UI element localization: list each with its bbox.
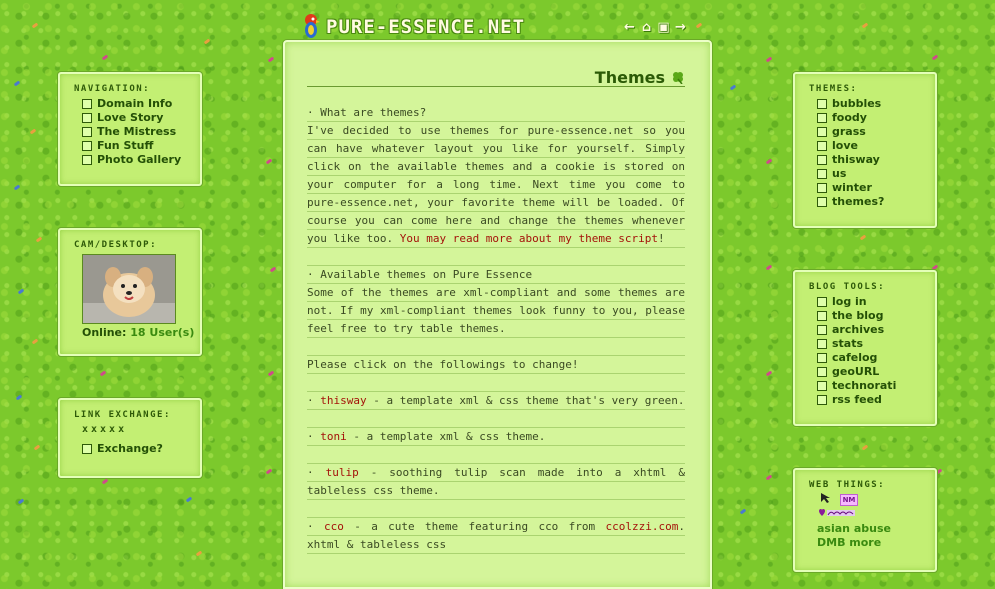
tool-link[interactable]: cafelog [832, 351, 878, 364]
theme-item-us[interactable] [817, 167, 884, 181]
tool-item-technorati[interactable] [817, 379, 896, 393]
theme-item-grass[interactable] [817, 125, 884, 139]
exchange-item[interactable] [82, 442, 163, 456]
nm-badge[interactable]: NM [840, 494, 858, 506]
tool-item-stats[interactable] [817, 337, 896, 351]
tool-item-log-in[interactable] [817, 295, 896, 309]
blog-tools-box [793, 270, 937, 426]
nav-link[interactable]: Domain Info [97, 97, 173, 110]
theme-link-tulip[interactable]: tulip [325, 466, 359, 479]
blog-tools-list [817, 295, 896, 407]
intro-end: ! [658, 232, 665, 245]
themes-box [793, 72, 937, 228]
theme-item-foody[interactable] [817, 111, 884, 125]
theme-link[interactable]: bubbles [832, 97, 882, 110]
online-status [82, 326, 194, 339]
theme-entry-toni: · toni - a template xml & css theme. [307, 430, 546, 443]
nav-item-domain-info[interactable] [82, 97, 181, 111]
checkbox-icon [817, 311, 827, 321]
checkbox-icon [817, 113, 827, 123]
checkbox-icon [82, 113, 92, 123]
theme-link-toni[interactable]: toni [320, 430, 347, 443]
tool-link[interactable]: technorati [832, 379, 897, 392]
checkbox-icon [817, 325, 827, 335]
nav-item-the-mistress[interactable] [82, 125, 181, 139]
navigation-title: NAVIGATION: [74, 84, 151, 94]
nav-item-photo-gallery[interactable] [82, 153, 181, 167]
link-exchange-title: LINK EXCHANGE: [74, 410, 171, 420]
online-count: 18 User(s) [130, 326, 195, 339]
tool-link[interactable]: stats [832, 337, 864, 350]
theme-link[interactable]: us [832, 167, 847, 180]
site-logo-text[interactable]: PURE-ESSENCE.NET [326, 16, 526, 38]
page-title: Themes [594, 68, 665, 87]
dmb-more-link[interactable]: DMB more [817, 536, 882, 549]
online-label: Online: [82, 326, 127, 339]
link-exchange-list [82, 442, 163, 456]
checkbox-icon [82, 155, 92, 165]
cam-desktop-box [58, 228, 202, 356]
theme-link[interactable]: thisway [832, 153, 880, 166]
checkbox-icon [817, 367, 827, 377]
page-title-bar [307, 68, 685, 87]
tool-link[interactable]: geoURL [832, 365, 880, 378]
dog-photo[interactable] [82, 254, 176, 324]
checkbox-icon [817, 339, 827, 349]
nav-link[interactable]: The Mistress [97, 125, 177, 138]
themes-list [817, 97, 884, 209]
arrow-right-icon[interactable]: → [675, 20, 686, 35]
paragraph-instruction: Please click on the followings to change! [307, 358, 579, 371]
spacer [307, 248, 685, 266]
checkbox-icon [817, 127, 827, 137]
tool-item-rss-feed[interactable] [817, 393, 896, 407]
checkbox-icon [82, 127, 92, 137]
themes-title: THEMES: [809, 84, 858, 94]
checkbox-icon [817, 395, 827, 405]
web-things-title: WEB THINGS: [809, 480, 886, 490]
header-nav [622, 20, 688, 35]
checkbox-icon [817, 99, 827, 109]
camera-icon[interactable]: ▣ [657, 20, 670, 35]
theme-entry-cco: · cco - a cute theme featuring cco from ccolzzi.com. xhtml & tableless css [307, 520, 685, 551]
heart-button-icon[interactable] [817, 508, 857, 518]
spacer [307, 500, 685, 518]
theme-item-bubbles[interactable] [817, 97, 884, 111]
arrow-left-icon[interactable]: ← [624, 20, 635, 35]
link-exchange-stars: xxxxx [82, 424, 128, 435]
tool-link[interactable]: log in [832, 295, 867, 308]
spacer [307, 446, 685, 464]
nav-item-love-story[interactable] [82, 111, 181, 125]
spacer [307, 374, 685, 392]
checkbox-icon [817, 297, 827, 307]
theme-link[interactable]: foody [832, 111, 867, 124]
tool-item-geourl[interactable] [817, 365, 896, 379]
theme-entry-thisway: · thisway - a template xml & css theme that's very green. [307, 394, 685, 407]
checkbox-icon [82, 99, 92, 109]
exchange-link[interactable]: Exchange? [97, 442, 163, 455]
tool-item-archives[interactable] [817, 323, 896, 337]
theme-desc: - a template xml & css theme. [346, 430, 546, 443]
theme-link[interactable]: winter [832, 181, 872, 194]
spacer [307, 410, 685, 428]
web-things-links [817, 522, 891, 550]
tool-link[interactable]: the blog [832, 309, 884, 322]
checkbox-icon [817, 381, 827, 391]
asian-abuse-link[interactable]: asian abuse [817, 522, 891, 535]
theme-desc: - a cute theme featuring cco from [343, 520, 606, 533]
clover-icon [671, 70, 685, 84]
blog-tools-title: BLOG TOOLS: [809, 282, 886, 292]
section-heading-available: · Available themes on Pure Essence [307, 268, 533, 281]
nav-link[interactable]: Photo Gallery [97, 153, 182, 166]
tool-link[interactable]: archives [832, 323, 885, 336]
paragraph-intro [307, 122, 685, 248]
ccolzzi-link[interactable]: ccolzzi.com [605, 520, 679, 533]
nav-link[interactable]: Love Story [97, 111, 164, 124]
cursor-button-icon[interactable] [820, 492, 832, 504]
home-icon[interactable]: ⌂ [641, 20, 652, 35]
spacer [307, 338, 685, 356]
theme-link-cco[interactable]: cco [323, 520, 344, 533]
theme-item-love[interactable] [817, 139, 884, 153]
paragraph-compliance: Some of the themes are xml-compliant and some themes are not. If my xml-compliant themes look funny to you, please feel free to try table themes. [307, 286, 685, 335]
theme-entry-tulip: · tulip - soothing tulip scan made into a xhtml & tableless css theme. [307, 466, 685, 497]
theme-item-winter[interactable] [817, 181, 884, 195]
web-things-box [793, 468, 937, 572]
checkbox-icon [817, 197, 827, 207]
tool-link[interactable]: rss feed [832, 393, 882, 406]
navigation-list [82, 97, 181, 167]
main-content [283, 40, 712, 589]
link-exchange-box [58, 398, 202, 478]
theme-link[interactable]: themes? [832, 195, 885, 208]
checkbox-icon [82, 141, 92, 151]
theme-link-thisway[interactable]: thisway [320, 394, 367, 407]
theme-item-thisway[interactable] [817, 153, 884, 167]
article-body [307, 104, 685, 554]
tool-item-cafelog[interactable] [817, 351, 896, 365]
checkbox-icon [82, 444, 92, 454]
section-heading-what: · What are themes? [307, 106, 427, 119]
theme-link[interactable]: love [832, 139, 858, 152]
tool-item-the-blog[interactable] [817, 309, 896, 323]
checkbox-icon [817, 155, 827, 165]
checkbox-icon [817, 353, 827, 363]
site-header [300, 12, 710, 42]
theme-desc: - soothing tulip scan made into a xhtml & tableless css theme. [307, 466, 685, 497]
theme-link[interactable]: grass [832, 125, 866, 138]
theme-desc-end: . xhtml & tableless css [307, 520, 685, 551]
checkbox-icon [817, 169, 827, 179]
parrot-logo-icon [302, 12, 320, 40]
theme-item-themes[interactable] [817, 195, 884, 209]
checkbox-icon [817, 183, 827, 193]
theme-desc: - a template xml & css theme that's very green. [366, 394, 685, 407]
navigation-box [58, 72, 202, 186]
nav-item-fun-stuff[interactable] [82, 139, 181, 153]
checkbox-icon [817, 141, 827, 151]
theme-script-link[interactable]: You may read more about my theme script [399, 232, 658, 245]
intro-text: I've decided to use themes for pure-essence.net so you can have whatever layout you like for yourself. Simply click on the available themes and a cookie is stored on your computer for a long time. Next time you come to pure-essence.net, your favorite theme will be loaded. Of course you can come here and change the themes whenever you like too. [307, 124, 685, 245]
nav-link[interactable]: Fun Stuff [97, 139, 154, 152]
cam-title: CAM/DESKTOP: [74, 240, 158, 250]
